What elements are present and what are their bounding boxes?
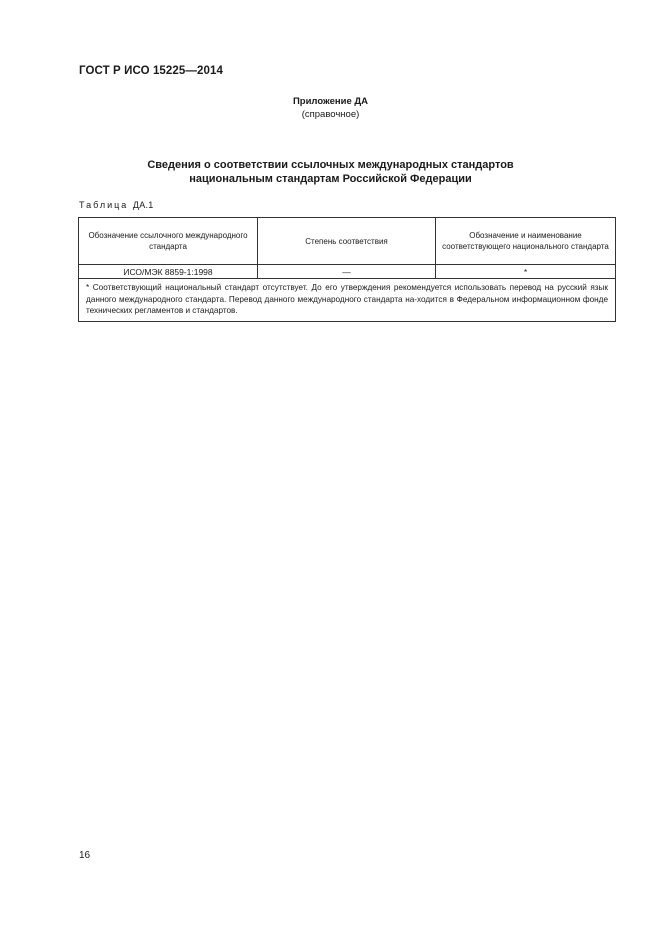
table-caption [79,200,154,210]
table-header-row [79,218,616,265]
appendix-title: Приложение ДА [292,96,369,107]
column-header-conformity: Степень соответствия [258,218,436,265]
table-footnote: * Соответствующий национальный стандарт отсутствует. До его утверждения рекомендуется использовать перевод на русский язык данного международного стандарта. Перевод данного международного стандарта на-ходится в Федеральном информационном фонде технических регламентов и стандартов. [79,279,616,322]
table-caption-number: ДА.1 [132,200,154,210]
cell-intl-standard: ИСО/МЭК 8859-1:1998 [79,265,258,279]
cell-national-standard: * [436,265,616,279]
document-header: ГОСТ Р ИСО 15225—2014 [79,65,224,77]
page-number: 16 [79,850,91,861]
cell-conformity: — [258,265,436,279]
appendix-block [0,95,661,121]
table-footnote-row [79,279,616,322]
reference-table [78,217,616,322]
table-row [79,265,616,279]
column-header-intl-standard: Обозначение ссылочного международного стандарта [79,218,258,265]
appendix-subtitle: (справочное) [301,109,360,120]
table-caption-label: Таблица [79,200,129,210]
section-heading [0,158,661,186]
heading-line-1: Сведения о соответствии ссылочных международных стандартов [147,159,514,171]
heading-line-2: национальным стандартам Российской Федерации [189,173,472,185]
column-header-national-standard: Обозначение и наименование соответствующего национального стандарта [436,218,616,265]
